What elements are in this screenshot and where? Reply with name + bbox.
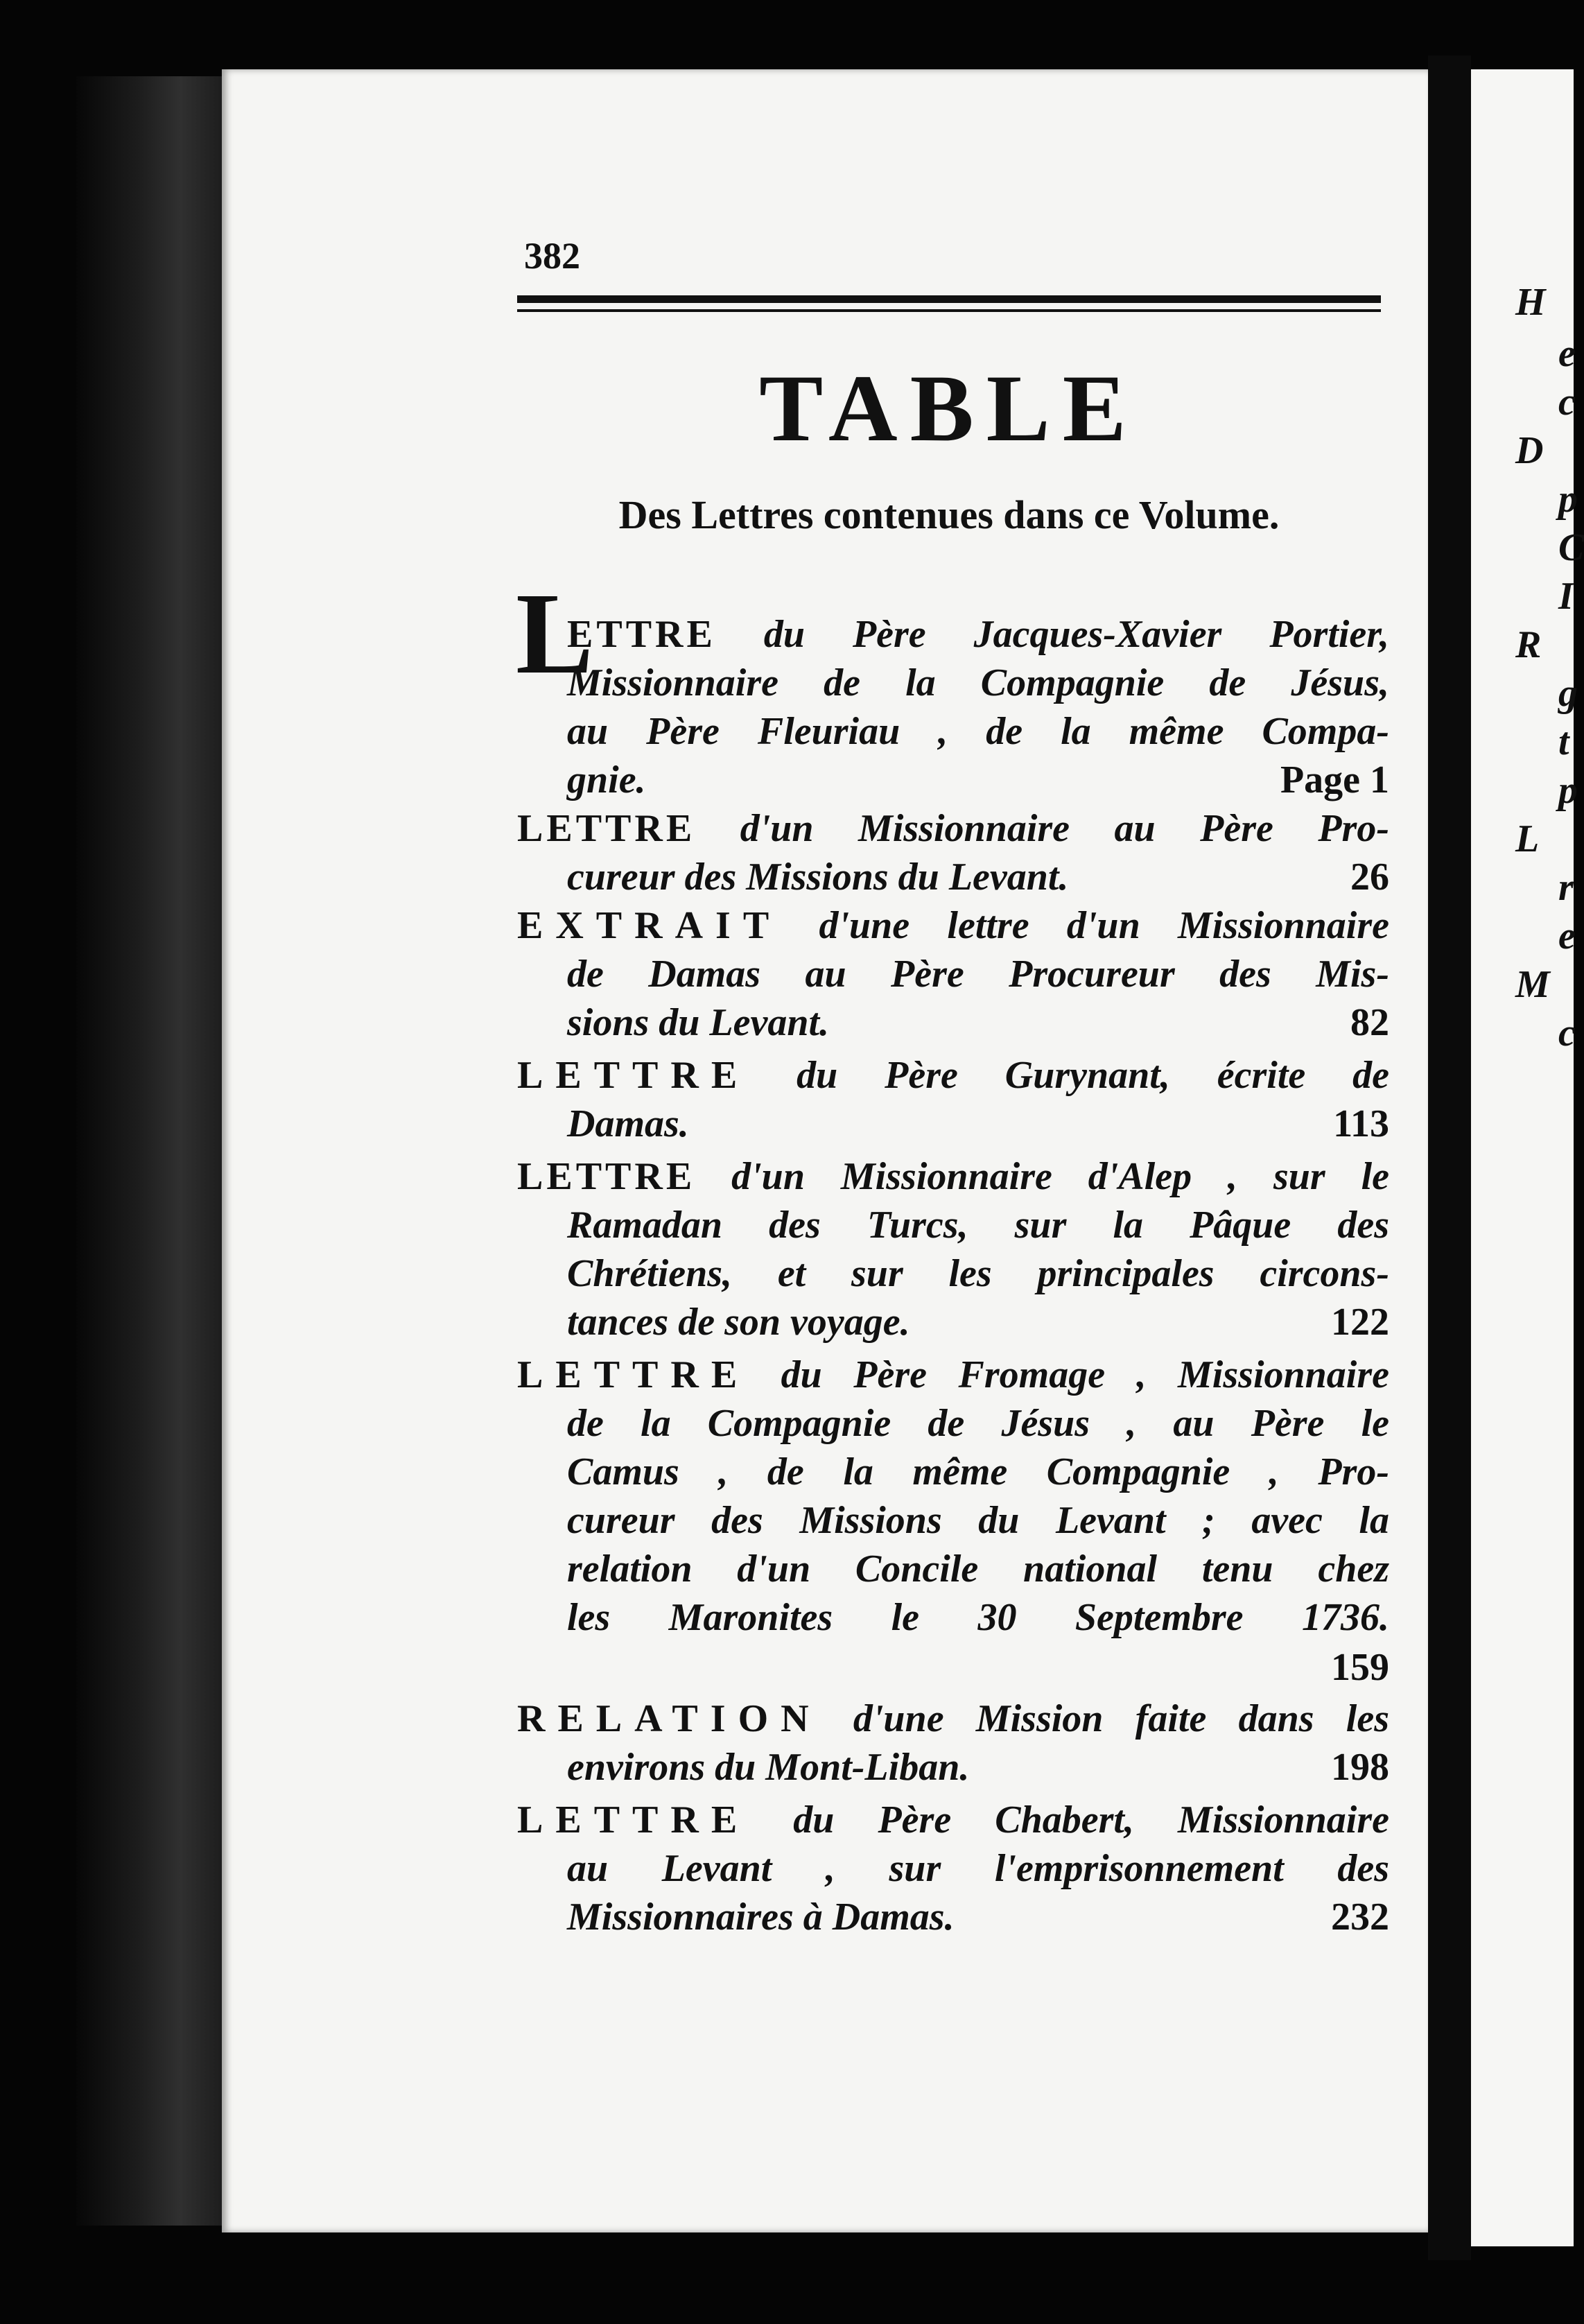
- facing-fragment: e: [1558, 914, 1576, 957]
- entry-text: du Père Chabert, Missionnaire: [749, 1798, 1389, 1841]
- entry-lead-word: LETTRE: [517, 1798, 750, 1841]
- facing-fragment: p: [1558, 478, 1578, 521]
- entry-line: de Damas au Père Procureur des Mis-: [567, 953, 1389, 996]
- page-number: 382: [524, 235, 580, 277]
- entry-page-number: 26: [1350, 856, 1389, 899]
- entry-line: [517, 1696, 1389, 1742]
- facing-fragment: H: [1515, 281, 1546, 324]
- entry-line: de la Compagnie de Jésus , au Père le: [567, 1402, 1389, 1445]
- facing-fragment: M: [1515, 963, 1550, 1006]
- entry-page-number: 122: [1331, 1301, 1389, 1344]
- facing-fragment: I: [1558, 575, 1574, 618]
- facing-fragment: c: [1558, 1012, 1576, 1055]
- entry-line: relation d'un Concile national tenu chez: [567, 1547, 1389, 1590]
- entry-line: Ramadan des Turcs, sur la Pâque des: [567, 1204, 1389, 1247]
- entry-text: du Père Fromage , Missionnaire: [749, 1353, 1389, 1396]
- entry-text: gnie.: [567, 758, 646, 801]
- entry-text: d'un Missionnaire d'Alep , sur le: [695, 1155, 1389, 1198]
- entry-text: d'une lettre d'un Missionnaire: [781, 904, 1389, 947]
- facing-fragment: e: [1558, 332, 1576, 375]
- facing-fragment: R: [1515, 623, 1542, 666]
- entry-line: [517, 1352, 1389, 1398]
- entry-line: [567, 1894, 1389, 1940]
- entry-line: [567, 757, 1389, 803]
- entry-lead-word: LETTRE: [517, 1054, 750, 1097]
- entry-lead-word: LETTRE: [517, 1353, 750, 1396]
- page-subtitle: Des Lettres contenues dans ce Volume.: [618, 492, 1280, 537]
- entry-line: [517, 1052, 1389, 1098]
- entry-line: [567, 1101, 1389, 1147]
- entry-line: [567, 1744, 1389, 1790]
- entry-line: [567, 612, 1389, 657]
- entry-line: Chrétiens, et sur les principales circons-: [567, 1252, 1389, 1295]
- entry-line: [517, 806, 1389, 851]
- entry-line: au Père Fleuriau , de la même Compa-: [567, 710, 1389, 753]
- entry-line: [567, 1000, 1389, 1046]
- entry-line: [517, 1797, 1389, 1843]
- entry-text: du Père Jacques-Xavier Portier,: [715, 613, 1389, 656]
- facing-fragment: L: [1515, 817, 1540, 860]
- entry-lead-word: RELATION: [517, 1697, 821, 1740]
- entry-line: [567, 854, 1389, 900]
- entry-text: du Père Gurynant, écrite de: [749, 1054, 1389, 1097]
- entry-page-number: 82: [1350, 1001, 1389, 1044]
- entry-text: sions du Levant.: [567, 1001, 830, 1044]
- facing-fragment: C: [1558, 526, 1584, 569]
- entry-text: d'une Mission faite dans les: [821, 1697, 1389, 1740]
- entry-text: Damas.: [567, 1102, 689, 1145]
- entry-lead-word: EXTRAIT: [517, 904, 782, 947]
- facing-fragment: p: [1558, 769, 1578, 812]
- entry-page-number: 232: [1331, 1896, 1389, 1939]
- entry-line: les Maronites le 30 Septembre 1736.: [567, 1596, 1389, 1639]
- entry-page-number: 113: [1333, 1102, 1389, 1145]
- entry-line: [517, 1154, 1389, 1199]
- facing-fragment: g: [1558, 672, 1578, 715]
- page-title: TABLE: [759, 355, 1139, 461]
- facing-fragment: D: [1515, 429, 1544, 472]
- entry-text: Missionnaires à Damas.: [567, 1896, 955, 1939]
- entry-page-number: Page 1: [1280, 758, 1389, 801]
- entry-text: tances de son voyage.: [567, 1301, 910, 1344]
- entry-line: [517, 903, 1389, 948]
- page-gutter: [1428, 55, 1471, 2260]
- entry-lead-word: ETTRE: [567, 613, 716, 656]
- entry-lead-word: LETTRE: [517, 807, 696, 850]
- entry-page-number: 159: [1331, 1646, 1389, 1689]
- entry-line: [567, 1299, 1389, 1345]
- entry-line: au Levant , sur l'emprisonnement des: [567, 1847, 1389, 1890]
- entry-text: cureur des Missions du Levant.: [567, 856, 1069, 899]
- entry-page-number: 198: [1331, 1746, 1389, 1789]
- entry-text: d'un Missionnaire au Père Pro-: [695, 807, 1389, 850]
- entry-lead-word: LETTRE: [517, 1155, 696, 1198]
- drop-cap: L: [516, 569, 594, 698]
- entry-line: cureur des Missions du Levant ; avec la: [567, 1499, 1389, 1542]
- entry-line: Missionnaire de la Compagnie de Jésus,: [567, 661, 1389, 704]
- header-rule-thick: [517, 295, 1381, 303]
- entry-line: Camus , de la même Compagnie , Pro-: [567, 1450, 1389, 1493]
- facing-fragment: r: [1558, 866, 1574, 909]
- entry-text: environs du Mont-Liban.: [567, 1746, 970, 1789]
- facing-fragment: c: [1558, 381, 1576, 424]
- header-rule-thin: [517, 309, 1381, 312]
- facing-fragment: t: [1558, 720, 1569, 763]
